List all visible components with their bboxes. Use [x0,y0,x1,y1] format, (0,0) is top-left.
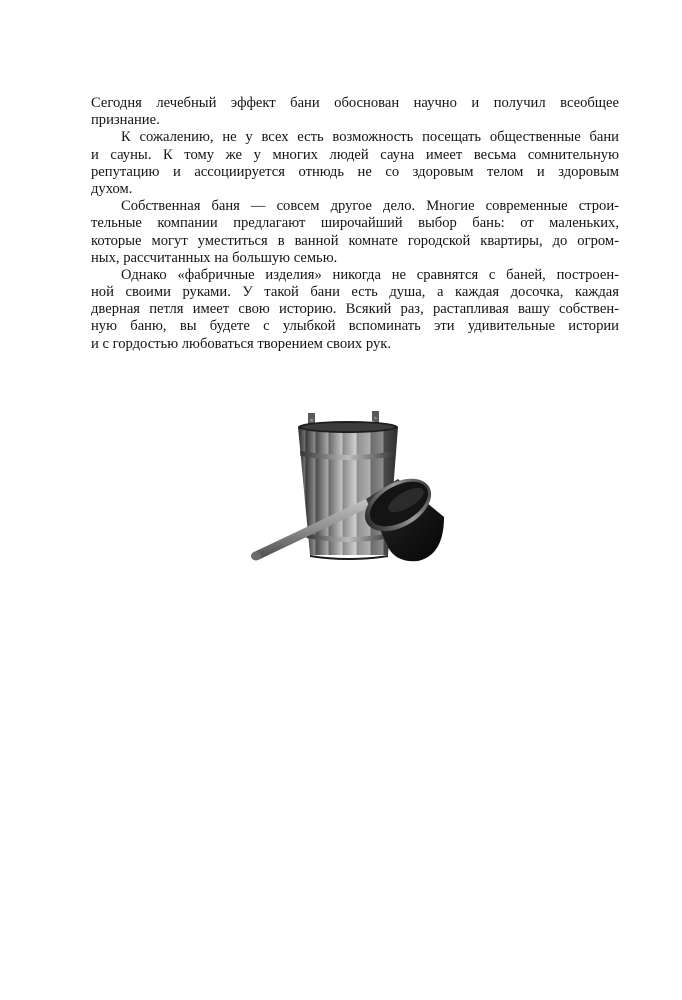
paragraph-4 [91,267,619,353]
paragraph-line: которые могут уместиться в ванной комнате городской квартиры, до огром- [91,232,619,249]
paragraph-line: К сожалению, не у всех есть возможность посещать общественные бани [121,129,619,146]
paragraph-line: Сегодня лечебный эффект бани обоснован научно и получил всеобщее [91,95,619,111]
article-body [91,95,619,353]
paragraph-line: Однако «фабричные изделия» никогда не сравнятся с баней, построен- [121,266,619,283]
paragraph-line: признание. [91,112,160,129]
paragraph-line: и с гордостью любоваться творением своих рук. [91,335,392,352]
paragraph-line: ную баню, вы будете с улыбкой вспоминать эти удивительные истории [91,318,619,335]
bucket-and-ladle-icon [248,405,468,575]
paragraph-line: Собственная баня — совсем другое дело. Многие современные строи- [121,198,619,215]
paragraph-3 [91,198,619,267]
paragraph-line: духом. [91,180,133,197]
paragraph-2 [91,129,619,198]
paragraph-line: тельные компании предлагают широчайший выбор бань: от маленьких, [91,215,619,232]
paragraph-line: репутацию и ассоциируется отнюдь не со здоровым телом и здоровым [91,163,619,180]
paragraph-1 [91,95,619,129]
paragraph-line: ной своими руками. У такой бани есть душа, а каждая досочка, каждая [91,284,619,301]
paragraph-line: дверная петля имеет свою историю. Всякий раз, растапливая вашу собствен- [91,301,619,318]
paragraph-line: и сауны. К тому же у многих людей сауна имеет весьма сомнительную [91,146,619,163]
paragraph-line: ных, рассчитанных на большую семью. [91,249,338,266]
